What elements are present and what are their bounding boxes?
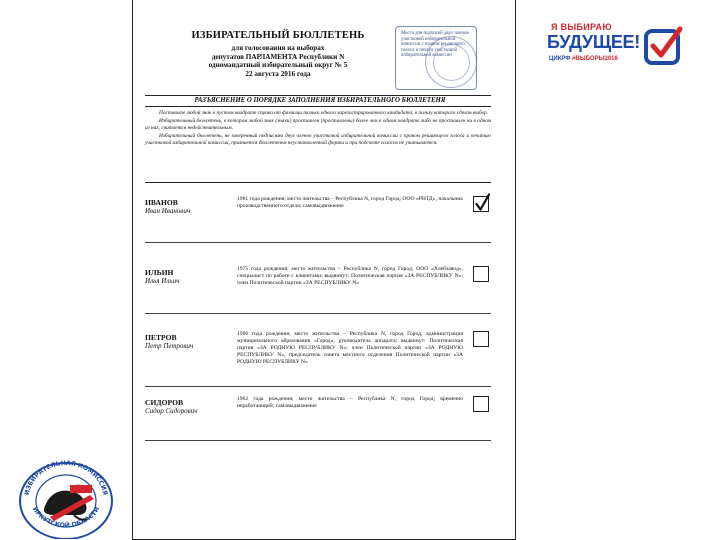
candidate-name: Илья Ильич	[145, 277, 180, 285]
vybor-logo	[547, 22, 697, 72]
candidate-surname: ИВАНОВ	[145, 198, 178, 207]
candidate-divider	[145, 242, 491, 243]
candidate-info: 1966 года рождения; место жительства – Республика N, город Город; администрация муниципального образования «Город», руководитель аппарата; выдвинут: Политическая партия «ЗА РОДНУЮ РЕСПУБЛИКУ N»; член Политической партии «ЗА РОДНУЮ РЕСПУБЛИКУ N», председатель совета местного отделения Политической партии «ЗА РОДНУЮ РЕСПУБЛИКУ N»	[237, 331, 463, 366]
candidate-surname: ПЕТРОВ	[145, 333, 177, 342]
ballot-subtitle	[153, 44, 403, 78]
instruction-bottom-rule	[145, 182, 491, 183]
instruction-paragraph: Избирательный бюллетень, в котором любой знак (знаки) проставлен (проставлены) более чем в одном квадрате либо не проставлен ни в одном из них, считается недействительным.	[145, 117, 491, 131]
candidate-name: Петр Петрович	[145, 342, 194, 350]
instructions-heading: РАЗЪЯСНЕНИЕ О ПОРЯДКЕ ЗАПОЛНЕНИЯ ИЗБИРАТЕЛЬНОГО БЮЛЛЕТЕНЯ	[194, 97, 446, 104]
candidate-checkbox[interactable]	[473, 196, 489, 212]
instruction-paragraph: Поставьте любой знак в пустом квадрате справа от фамилии только одного зарегистрированного кандидата, в пользу которого сделан выбор.	[159, 110, 489, 116]
logo-tagline	[549, 56, 618, 62]
candidate-divider	[145, 386, 491, 387]
ballot-title: ИЗБИРАТЕЛЬНЫЙ БЮЛЛЕТЕНЬ	[191, 30, 365, 41]
checkbox-logo-icon	[643, 26, 683, 66]
ballot-sheet	[132, 0, 516, 540]
election-commission-emblem-icon	[14, 455, 118, 539]
logo-line-top: Я ВЫБИРАЮ	[551, 22, 612, 32]
candidate-name: Сидор Сидорович	[145, 407, 198, 415]
signature-stamp-area: Место для подписей двух членов участковой избирательной комиссии с правом решающего голоса и печати участковой избирательной комиссии	[395, 26, 477, 90]
instruction-paragraph: Избирательный бюллетень, не заверенный подписями двух членов участковой избирательной комиссии с правом решающего голоса и печатью участковой избирательной комиссии, признается бюллетенем неустановленной формы и при подсчете голосов не учитывается.	[145, 132, 491, 146]
candidate-info: 1981 года рождения; место жительства – Республика N, город Город; ООО «РНТД», начальник производственного отдела; самовыдвижение	[237, 196, 463, 210]
subtitle-line: депутатов ПАРЛАМЕНТА Республики N	[211, 52, 345, 61]
candidate-checkbox[interactable]	[473, 396, 489, 412]
subtitle-line: 22 августа 2016 года	[245, 69, 311, 78]
candidate-name: Иван Иванович	[145, 207, 191, 215]
candidate-divider	[145, 313, 491, 314]
candidate-divider	[145, 440, 491, 441]
emblem-ring-top: ИЗБИРАТЕЛЬНАЯ КОМИССИЯ	[23, 459, 109, 496]
logo-tag-right: #ВЫБОРЫ2016	[572, 56, 618, 62]
instruction-heading-rule	[145, 106, 491, 107]
candidate-info: 1975 года рождения; место жительства – Республика N, город Город; ООО «Хлебзавод», специалист по работе с клиентами; выдвинут: Политическая партия «ЗА РЕСПУБЛИКУ N»; член Политической партии «ЗА РЕСПУБЛИКУ N»	[237, 266, 463, 287]
candidate-surname: СИДОРОВ	[145, 398, 184, 407]
instructions-text	[145, 110, 491, 148]
emblem-ring-bottom: ИРКУТСКОЙ ОБЛАСТИ	[30, 505, 102, 530]
checkmark-icon	[474, 193, 490, 213]
logo-line-main: БУДУЩЕЕ!	[547, 32, 640, 52]
candidate-checkbox[interactable]	[473, 331, 489, 347]
logo-tag-left: ЦИКРФ	[549, 56, 571, 62]
commission-seal-icon	[425, 36, 477, 88]
candidate-checkbox[interactable]	[473, 266, 489, 282]
subtitle-line: для голосования на выборах	[231, 44, 325, 52]
instruction-top-rule	[145, 95, 491, 96]
subtitle-line: одномандатный избирательный округ № 5	[208, 61, 348, 70]
candidate-info: 1962 года рождения; место жительства – Республика N, город Город; временно неработающий; самовыдвижение	[237, 396, 463, 410]
candidate-surname: ИЛЬИН	[145, 268, 174, 277]
